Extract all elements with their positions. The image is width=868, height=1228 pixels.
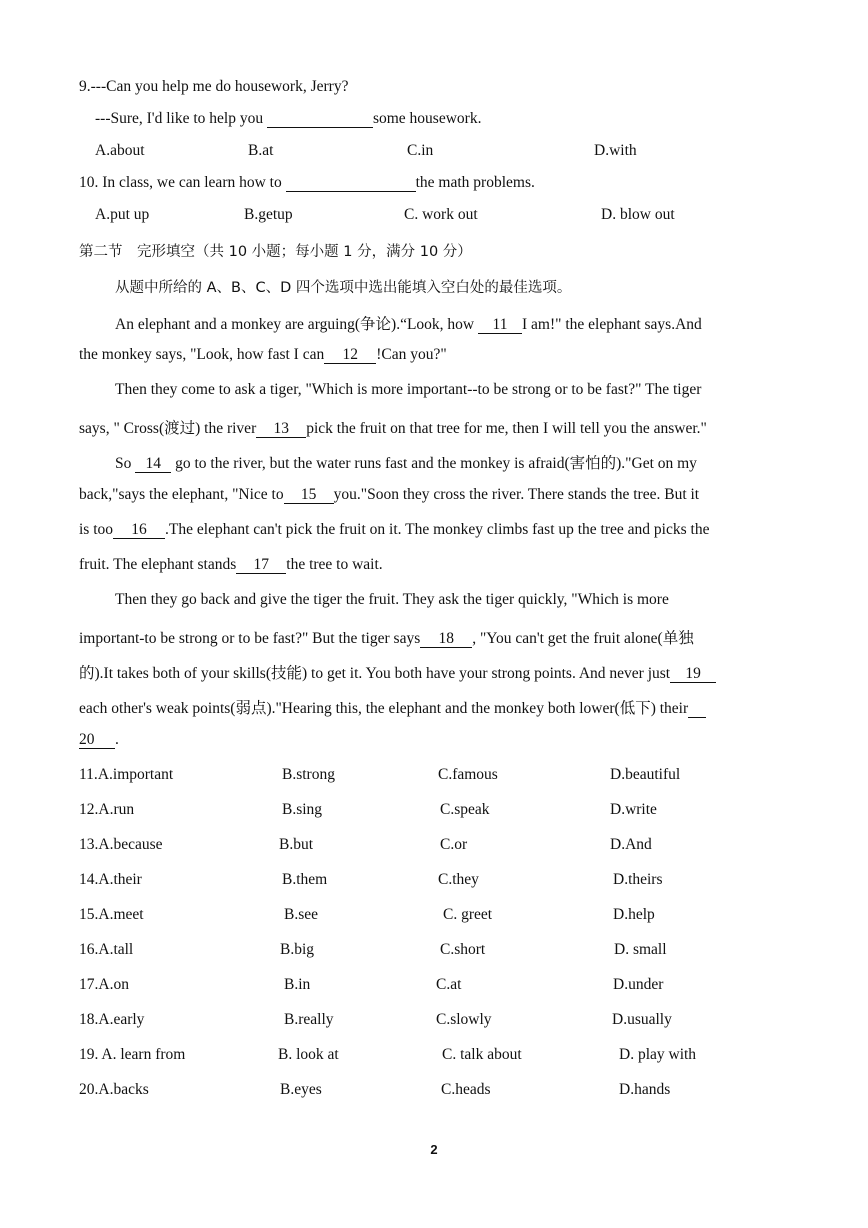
q10-before: 10. In class, we can learn how to (79, 174, 286, 191)
choice-b: B.big (280, 941, 315, 958)
choice-d: D.help (613, 906, 655, 923)
choice-b: B. look at (278, 1046, 339, 1063)
passage-text: the tree to wait. (286, 556, 383, 573)
passage-text: the monkey says, "Look, how fast I can (79, 346, 325, 363)
q10-stem (79, 174, 535, 192)
q9-blank (267, 111, 373, 128)
blank-14: 14 (135, 456, 171, 473)
choice-c: C.at (436, 976, 462, 993)
choice-b: B.sing (282, 801, 323, 818)
choice-d: D.write (610, 801, 657, 818)
choice-a: 13.A.because (79, 836, 163, 853)
choice-c: C.short (440, 941, 486, 958)
choice-c: C.heads (441, 1081, 491, 1098)
choice-d: D.usually (612, 1011, 672, 1028)
blank-20-start (688, 701, 706, 718)
passage-text: important-to be strong or to be fast?" But the tiger says (79, 630, 421, 647)
choice-d: D.hands (619, 1081, 671, 1098)
choice-row (0, 801, 868, 825)
blank-11: 11 (478, 317, 522, 334)
passage-p2-line1: Then they come to ask a tiger, "Which is more important--to be strong or to be fast?" The tiger (115, 381, 702, 398)
passage-p4-line3 (79, 661, 716, 683)
choice-b: B.eyes (280, 1081, 322, 1098)
passage-p4-line2 (79, 626, 694, 648)
blank-12: 12 (324, 347, 376, 364)
choice-b: B.really (284, 1011, 334, 1028)
choice-d: D.theirs (613, 871, 663, 888)
q9-stem: 9.---Can you help me do housework, Jerry? (79, 78, 349, 95)
choice-b: B.them (282, 871, 328, 888)
choice-row (0, 941, 868, 965)
passage-text: 的).It takes both of your skills(技能) to get it. You both have your strong points. And never just (79, 665, 671, 682)
passage-text: , "You can't get the fruit alone(单独 (472, 630, 694, 647)
section-instruction: 从题中所给的 A、B、C、D 四个选项中选出能填入空白处的最佳选项。 (115, 280, 572, 296)
passage-text: fruit. The elephant stands (79, 556, 237, 573)
blank-18: 18 (420, 631, 472, 648)
passage-text: back,"says the elephant, "Nice to (79, 486, 284, 503)
choice-c: C.speak (440, 801, 490, 818)
q9-option-d: D.with (594, 142, 637, 159)
choice-row (0, 766, 868, 790)
passage-text: you."Soon they cross the river. There stands the tree. But it (333, 486, 700, 503)
q9-option-c: C.in (407, 142, 434, 159)
blank-16: 16 (113, 522, 165, 539)
choice-row (0, 1011, 868, 1035)
choice-a: 17.A.on (79, 976, 129, 993)
choice-a: 11.A.important (79, 766, 174, 783)
passage-text: each other's weak points(弱点)."Hearing this, the elephant and the monkey both lower(低下) their (79, 700, 689, 717)
q10-option-d: D. blow out (601, 206, 675, 223)
passage-p4-line5 (79, 731, 119, 749)
choice-b: B.in (284, 976, 311, 993)
passage-text: pick the fruit on that tree for me, then I will tell you the answer." (306, 420, 707, 437)
choice-c: C.or (440, 836, 468, 853)
passage-text: An elephant and a monkey are arguing(争论).“Look, how (115, 316, 478, 333)
q9-option-a: A.about (95, 142, 145, 159)
blank-17: 17 (236, 557, 286, 574)
choice-a: 16.A.tall (79, 941, 134, 958)
blank-20: 20 (79, 732, 115, 749)
passage-p4-line1: Then they go back and give the tiger the fruit. They ask the tiger quickly, "Which is more (115, 591, 669, 608)
q10-option-a: A.put up (95, 206, 150, 223)
choice-a: 14.A.their (79, 871, 142, 888)
q10-option-b: B.getup (244, 206, 293, 223)
choice-row (0, 1046, 868, 1070)
choice-a: 12.A.run (79, 801, 135, 818)
choice-c: C.they (438, 871, 479, 888)
choice-a: 19. A. learn from (79, 1046, 186, 1063)
q9-line2-after: some housework. (372, 110, 482, 127)
choice-b: B.strong (282, 766, 335, 783)
passage-p3-line3 (79, 521, 709, 539)
q9-line2 (95, 110, 481, 128)
choice-row (0, 906, 868, 930)
choice-d: D.And (610, 836, 652, 853)
passage-text: . (115, 731, 119, 748)
q9-line2-before: ---Sure, I'd like to help you (95, 110, 267, 127)
q10-after: the math problems. (415, 174, 535, 191)
choice-row (0, 836, 868, 860)
q10-option-c: C. work out (404, 206, 478, 223)
choice-c: C.famous (438, 766, 498, 783)
blank-13: 13 (256, 421, 306, 438)
section-heading: 第二节 完形填空（共 10 小题；每小题 1 分，满分 10 分） (79, 244, 472, 260)
choice-row (0, 1081, 868, 1105)
passage-p3-line1 (115, 451, 697, 473)
choice-b: B.see (284, 906, 319, 923)
choice-a: 18.A.early (79, 1011, 145, 1028)
blank-15: 15 (284, 487, 334, 504)
choice-c: C. greet (443, 906, 493, 923)
q9-option-b: B.at (248, 142, 274, 159)
choice-a: 15.A.meet (79, 906, 144, 923)
passage-text: .The elephant can't pick the fruit on it. The monkey climbs fast up the tree and picks the (165, 521, 710, 538)
choice-row (0, 871, 868, 895)
choice-row (0, 976, 868, 1000)
passage-text: !Can you?" (376, 346, 447, 363)
passage-text: says, " Cross(渡过) the river (79, 420, 257, 437)
blank-19: 19 (670, 666, 716, 683)
passage-p3-line2 (79, 486, 699, 504)
passage-text: I am!" the elephant says.And (522, 316, 702, 333)
passage-text: So (115, 455, 136, 472)
passage-p1-line1 (115, 312, 702, 334)
choice-a: 20.A.backs (79, 1081, 149, 1098)
passage-p4-line4 (79, 696, 706, 718)
choice-c: C. talk about (442, 1046, 522, 1063)
choice-d: D.under (613, 976, 664, 993)
choice-d: D. small (614, 941, 667, 958)
choice-b: B.but (279, 836, 314, 853)
passage-p2-line2 (79, 416, 707, 438)
choice-d: D.beautiful (610, 766, 681, 783)
choice-c: C.slowly (436, 1011, 492, 1028)
choice-d: D. play with (619, 1046, 697, 1063)
passage-text: is too (79, 521, 114, 538)
passage-p1-line2 (79, 346, 447, 364)
q10-blank (286, 175, 416, 192)
passage-p3-line4 (79, 556, 383, 574)
page-number: 2 (430, 1142, 438, 1157)
passage-text: go to the river, but the water runs fast and the monkey is afraid(害怕的)."Get on my (171, 455, 697, 472)
